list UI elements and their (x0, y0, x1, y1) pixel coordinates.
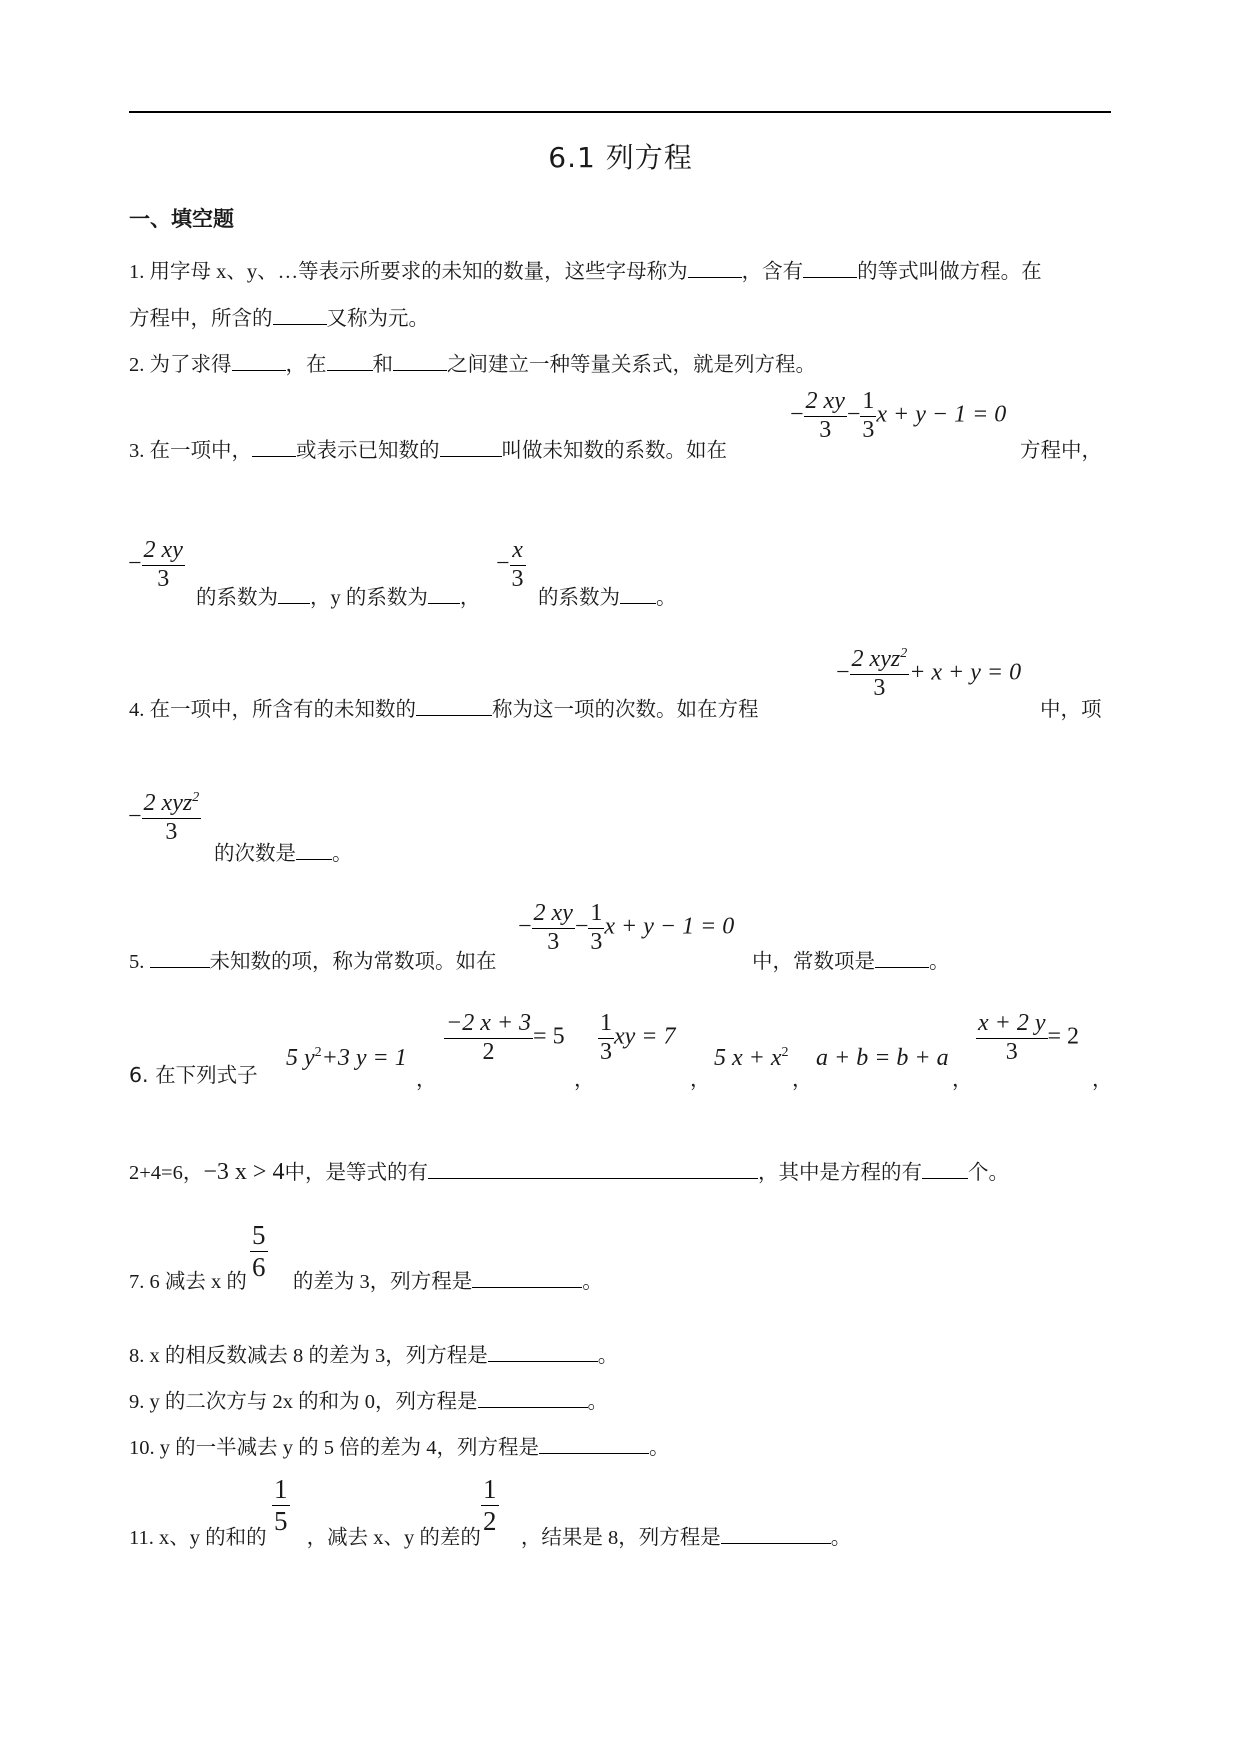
expr-6 (976, 1010, 1079, 1066)
frac-denominator: 3 (547, 928, 560, 955)
expr-2 (444, 1010, 565, 1066)
question-2 (129, 347, 816, 377)
answer-blank[interactable] (620, 583, 656, 605)
answer-blank[interactable] (273, 304, 327, 326)
expr-text: xy = 7 (614, 1023, 676, 1050)
expr-3 (598, 1010, 676, 1066)
question-3-suffix: 方程中， (1020, 438, 1102, 462)
exponent: 2 (900, 646, 908, 661)
minus-sign: − (790, 401, 804, 428)
minus-sign: − (518, 913, 532, 940)
answer-blank[interactable] (252, 436, 296, 458)
q6-text-e: 个。 (967, 1160, 1009, 1184)
question-4-line-1 (129, 692, 759, 722)
equation-tail: x + y − 1 = 0 (876, 401, 1007, 428)
separator: ， (690, 1067, 711, 1091)
frac-denominator: 3 (590, 928, 603, 955)
frac-denominator: 3 (165, 818, 178, 845)
frac-numerator: 2 xy (805, 388, 845, 414)
q2-text-d: 之间建立一种等量关系式，就是列方程。 (447, 352, 816, 376)
expr-text: = 5 (533, 1023, 565, 1050)
answer-blank[interactable] (472, 1267, 582, 1289)
equation-tail: + x + y = 0 (909, 659, 1022, 686)
frac-numerator: 5 (252, 1220, 266, 1250)
answer-blank[interactable] (478, 1387, 588, 1409)
answer-blank[interactable] (688, 257, 742, 279)
q5-text-d: 。 (929, 949, 950, 973)
q3-text-h: 的系数为 (538, 585, 620, 609)
answer-blank[interactable] (393, 350, 447, 372)
q4-text-e: 。 (332, 841, 353, 865)
q10-text-a: 10. y 的一半减去 y 的 5 倍的差为 4，列方程是 (129, 1437, 539, 1459)
expr-5 (816, 1045, 949, 1072)
exponent: 2 (314, 1045, 322, 1060)
frac-numerator: 1 (274, 1474, 288, 1504)
answer-blank[interactable] (721, 1523, 831, 1545)
question-6-line-1: 6. 在下列式子 (129, 1063, 258, 1087)
frac-numerator: 1 (862, 388, 875, 414)
question-6-line-2 (129, 1155, 1009, 1186)
frac-numerator: 2 xyz (143, 790, 193, 816)
frac-numerator: 2 xy (533, 900, 573, 926)
separator: ， (1092, 1067, 1113, 1091)
minus-sign: − (128, 803, 142, 830)
equation-q4 (836, 646, 1021, 702)
q7-text-a: 7. 6 减去 x 的 (129, 1271, 247, 1293)
q4-text-b: 称为这一项的次数。如在方程 (492, 697, 759, 721)
separator: ， (416, 1067, 437, 1091)
question-8 (129, 1338, 618, 1368)
q6-text-c: 中，是等式的有 (284, 1160, 428, 1184)
q8-text-a: 8. x 的相反数减去 8 的差为 3，列方程是 (129, 1345, 488, 1367)
equation-q3 (790, 388, 1006, 444)
q10-text-b: 。 (649, 1437, 670, 1459)
answer-blank[interactable] (488, 1341, 598, 1363)
q2-text-c: 和 (372, 352, 393, 376)
q3-text-e: 的系数为 (196, 585, 278, 609)
answer-blank[interactable] (296, 839, 332, 861)
frac-denominator: 2 (482, 1038, 495, 1065)
answer-blank[interactable] (922, 1158, 968, 1180)
q11-text-d: 。 (830, 1527, 852, 1549)
answer-blank[interactable] (327, 350, 373, 372)
fraction-one-half (481, 1474, 499, 1537)
fraction-five-sixths (250, 1220, 268, 1283)
q3-text-i: 。 (656, 585, 677, 609)
expr-7: −3 x > 4 (203, 1159, 285, 1185)
answer-blank[interactable] (232, 350, 286, 372)
question-5 (129, 944, 497, 974)
q9-text-a: 9. y 的二次方与 2x 的和为 0，列方程是 (129, 1391, 478, 1413)
minus-sign: − (496, 550, 510, 577)
q1-text-d: 方程中，所含的 (129, 306, 273, 330)
answer-blank[interactable] (416, 695, 492, 717)
exponent: 2 (192, 790, 200, 805)
term-q4 (128, 790, 201, 846)
q6-text-d: ，其中是方程的有 (757, 1160, 922, 1184)
frac-numerator: 1 (590, 900, 603, 926)
q4-text-d: 的次数是 (214, 841, 296, 865)
q3-text-c: 叫做未知数的系数。如在 (501, 438, 727, 462)
q1-text-b: ，含有 (741, 259, 804, 283)
frac-denominator: 3 (600, 1038, 612, 1065)
frac-denominator: 3 (862, 416, 875, 443)
q11-text-b: ，减去 x、y 的差的 (306, 1527, 481, 1549)
expr-text: = 2 (1047, 1023, 1080, 1050)
question-9 (129, 1384, 608, 1414)
term-q3-b (496, 537, 526, 593)
term-q3-a (128, 537, 185, 593)
frac-numerator: −2 x + 3 (446, 1010, 532, 1036)
expr-text: 5 y (286, 1045, 315, 1071)
frac-denominator: 5 (274, 1506, 288, 1537)
question-10 (129, 1430, 670, 1460)
expr-text: 5 x + x (714, 1045, 782, 1071)
q4-text-a: 4. 在一项中，所含有的未知数的 (129, 699, 416, 721)
frac-denominator: 3 (157, 565, 170, 592)
q9-text-b: 。 (587, 1391, 608, 1413)
q3-text-a: 3. 在一项中， (129, 440, 252, 462)
answer-blank[interactable] (428, 583, 460, 605)
section-heading: 一、填空题 (129, 207, 234, 231)
question-7 (129, 1264, 603, 1294)
minus-sign: − (574, 913, 589, 940)
q11-text-c: ，结果是 8，列方程是 (520, 1527, 721, 1549)
equation-q5 (518, 900, 734, 956)
separator: ， (574, 1067, 595, 1091)
frac-denominator: 6 (252, 1252, 266, 1283)
question-1-line-2 (129, 301, 429, 331)
separator: ， (792, 1067, 813, 1091)
frac-numerator: 2 xy (143, 537, 183, 563)
fraction-one-fifth (272, 1474, 290, 1537)
q7-text-b: 的差为 3，列方程是 (292, 1271, 473, 1293)
answer-blank[interactable] (150, 947, 210, 969)
answer-blank[interactable] (440, 436, 502, 458)
q5-text-a: 5. (129, 951, 150, 973)
q1-text-c: 的等式叫做方程。在 (857, 259, 1042, 283)
answer-blank[interactable] (875, 947, 929, 969)
frac-denominator: 3 (1005, 1038, 1018, 1065)
frac-numerator: 2 xyz (851, 646, 901, 672)
minus-sign: − (836, 659, 850, 686)
frac-denominator: 3 (511, 565, 524, 592)
expr-text: +3 y = 1 (321, 1045, 407, 1071)
question-3-line-2b (538, 580, 677, 610)
q3-text-f: ，y 的系数为 (310, 587, 428, 609)
separator: ， (952, 1067, 973, 1091)
frac-denominator: 2 (483, 1506, 497, 1537)
minus-sign: − (128, 550, 142, 577)
expr-4 (714, 1045, 789, 1072)
q2-text-b: ，在 (285, 352, 327, 376)
q2-text-a: 2. 为了求得 (129, 354, 232, 376)
question-3-line-1 (129, 433, 727, 463)
answer-blank[interactable] (428, 1158, 758, 1180)
page-title: 6.1 列方程 (548, 141, 693, 174)
exponent: 2 (781, 1045, 789, 1060)
frac-denominator: 3 (873, 674, 886, 701)
q3-text-g: ， (459, 585, 481, 609)
q11-text-a: 11. x、y 的和的 (129, 1527, 267, 1549)
answer-blank[interactable] (278, 583, 310, 605)
frac-numerator: x + 2 y (978, 1010, 1046, 1036)
equation-tail: x + y − 1 = 0 (604, 913, 735, 940)
q8-text-b: 。 (597, 1345, 619, 1367)
q5-text-b: 未知数的项，称为常数项。如在 (209, 949, 497, 973)
frac-numerator: 1 (600, 1010, 612, 1036)
answer-blank[interactable] (539, 1433, 649, 1455)
header-rule (129, 111, 1111, 113)
answer-blank[interactable] (803, 257, 857, 279)
q5-text-c: 中，常数项是 (752, 949, 875, 973)
frac-numerator: 1 (483, 1474, 497, 1504)
question-4-line-2 (214, 836, 353, 866)
q7-text-c: 。 (582, 1269, 603, 1293)
q1-text-e: 又称为元。 (326, 306, 429, 330)
q1-text-a: 1. 用字母 x、y、…等表示所要求的未知的数量，这些字母称为 (129, 261, 688, 283)
question-1-line-1 (129, 254, 1042, 284)
question-3-line-2a (196, 580, 480, 610)
frac-numerator: x (512, 537, 523, 563)
question-5-suffix (752, 944, 950, 974)
expr-1 (286, 1045, 407, 1072)
minus-sign: − (846, 401, 861, 428)
frac-denominator: 3 (819, 416, 832, 443)
q6-text-b: 2+4=6， (129, 1162, 204, 1184)
q3-text-b: 或表示已知数的 (296, 438, 440, 462)
expr-text: a + b = b + a (816, 1045, 949, 1071)
question-4-suffix: 中，项 (1040, 697, 1102, 721)
